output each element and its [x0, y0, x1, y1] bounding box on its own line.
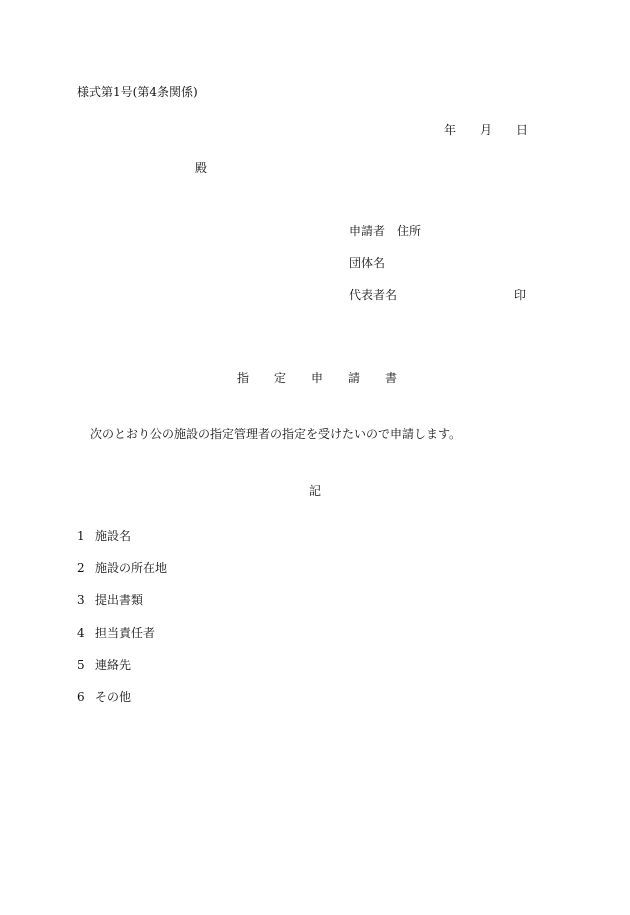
- list-item: [77, 689, 131, 705]
- title-char: 定: [273, 371, 286, 385]
- item-number: 4: [77, 626, 85, 640]
- form-number: 様式第1号(第4条関係): [77, 85, 198, 99]
- item-number: 3: [77, 593, 85, 607]
- list-item: [77, 657, 131, 673]
- body-text: 次のとおり公の施設の指定管理者の指定を受けたいので申請します。: [90, 427, 462, 441]
- seal-label: 印: [514, 288, 527, 302]
- list-item: [77, 625, 155, 641]
- organization-label: 団体名: [349, 256, 386, 270]
- item-label: 連絡先: [95, 658, 132, 672]
- item-label: 担当責任者: [95, 626, 156, 640]
- item-number: 1: [77, 529, 85, 543]
- list-item: [77, 592, 143, 608]
- title-char: 申: [310, 371, 323, 385]
- item-label: 施設の所在地: [95, 561, 168, 575]
- title-char: 指: [237, 371, 250, 385]
- date-month-label: 月: [480, 123, 493, 137]
- date-year-label: 年: [444, 123, 457, 137]
- item-number: 6: [77, 690, 85, 704]
- representative-label: 代表者名: [349, 288, 398, 302]
- item-label: その他: [95, 690, 132, 704]
- list-item: [77, 560, 167, 576]
- item-number: 5: [77, 658, 85, 672]
- ki-heading: 記: [309, 484, 322, 498]
- item-label: 施設名: [95, 529, 132, 543]
- title-char: 請: [347, 371, 360, 385]
- list-item: [77, 528, 131, 544]
- title-char: 書: [384, 371, 397, 385]
- item-number: 2: [77, 561, 85, 575]
- document-title: [237, 370, 397, 386]
- address-label: 住所: [397, 224, 422, 238]
- item-label: 提出書類: [95, 593, 144, 607]
- applicant-label: 申請者: [349, 224, 386, 238]
- date-day-label: 日: [516, 123, 529, 137]
- addressee-suffix: 殿: [195, 161, 208, 175]
